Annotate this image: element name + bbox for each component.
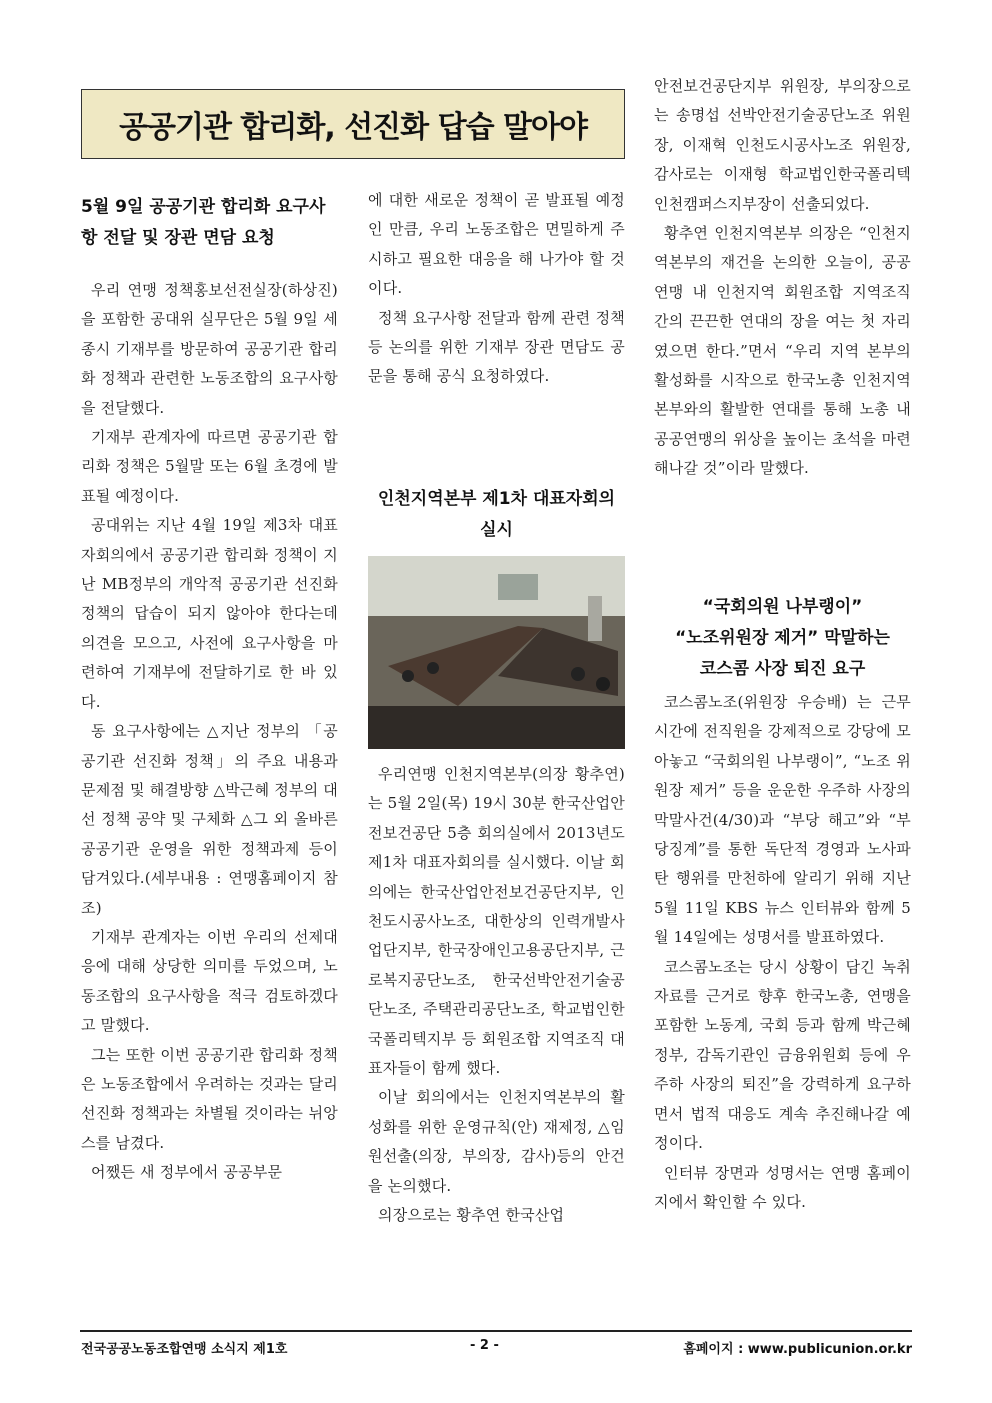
article3-paragraph: 코스콤노조는 당시 상황이 담긴 녹취자료를 근거로 향후 한국노총, 연맹을 포함한 노동계, 국회 등과 함께 박근혜 정부, 감독기관인 금융위원회 등에 우주하 사장의 퇴진”을 강력하게 요구하면서 법적 대응도 계속 추진해나갈 예정이다. — [654, 957, 911, 1153]
article2-heading: 인천지역본부 제1차 대표자회의 실시 — [377, 489, 616, 540]
article1-paragraph: 동 요구사항에는 △지난 정부의 「공공기관 선진화 정책」의 주요 내용과 문제점 및 해결방향 △박근혜 정부의 대선 정책 공약 및 구체화 △그 외 올바른 공공기관 운영을 위한 정책과제 등이 담겨있다.(세부내용 : 연맹홈페이지 참조) — [81, 722, 338, 917]
meeting-photo — [368, 556, 625, 749]
article2-continued: 황추연 인천지역본부 의장은 “인천지역본부의 재건을 논의한 오늘이, 공공연맹 내 인천지역 회원조합 지역조직 간의 끈끈한 연대의 장을 여는 첫 자리였으면 한다.”면서 “우리 지역 본부의 활성화를 시작으로 한국노총 인천지역본부와의 활발한 연대를 통해 노총 내 공공연맹의 위상을 높이는 초석을 마련해나갈 것”이라 말했다. — [654, 224, 911, 478]
article1-paragraph: 기재부 관계자에 따르면 공공기관 합리화 정책은 5월말 또는 6월 초경에 발표될 예정이다. — [81, 428, 338, 505]
footer-divider — [80, 1330, 912, 1332]
article3-heading-line: “국회의원 나부랭이” — [702, 597, 863, 617]
column-3 — [654, 72, 911, 484]
footer-publication: 전국공공노동조합연맹 소식지 제1호 — [81, 1342, 288, 1357]
article2-paragraph: 우리연맹 인천지역본부(의장 황추연)는 5월 2일(목) 19시 30분 한국산업안전보건공단 5층 회의실에서 2013년도 제1차 대표자회의를 실시했다. 이날 회의에는 한국산업안전보건공단지부, 인천도시공사노조, 대한상의 인력개발사업단지부, 한국장애인고용공단지부, 근로복지공단노조, 한국선박안전기술공단노조, 주택관리공단노조, 학교법인한국폴리텍지부 등 회원조합 지역조직 대표자들이 함께 했다. — [368, 765, 625, 1078]
article3-paragraph: 코스콤노조(위원장 우승배) 는 근무시간에 전직원을 강제적으로 강당에 모아놓고 “국회의원 나부랭이”, “노조 위원장 제거” 등을 운운한 우주하 사장의 막말사건(4/30)과 “부당 해고”와 “부당징계”를 통한 독단적 경영과 노사파탄 행위를 만천하에 알리기 위해 지난 5월 11일 KBS 뉴스 인터뷰와 함께 5월 14일에는 성명서를 발표하였다. — [654, 693, 911, 947]
column-3-lower — [654, 688, 911, 1217]
article1-continued: 정책 요구사항 전달과 함께 관련 정책 등 논의를 위한 기재부 장관 면담도 공문을 통해 공식 요청하였다. — [368, 308, 625, 386]
page-title: 공공기관 합리화, 선진화 답습 말아야 — [81, 89, 625, 159]
article1-paragraph: 우리 연맹 정책홍보선전실장(하상진)을 포함한 공대위 실무단은 5월 9일 세종시 기재부를 방문하여 공공기관 합리화 정책과 관련한 노동조합의 요구사항을 전달했다. — [81, 281, 338, 417]
article1-paragraph: 그는 또한 이번 공공기관 합리화 정책은 노동조합에서 우려하는 것과는 달리 선진화 정책과는 차별될 것이라는 뉘앙스를 남겼다. — [81, 1045, 338, 1152]
article2-paragraph: 의장으로는 황추연 한국산업 — [378, 1206, 565, 1225]
article1-paragraph: 기재부 관계자는 이번 우리의 선제대응에 대해 상당한 의미를 두었으며, 노동조합의 요구사항을 적극 검토하겠다고 말했다. — [81, 927, 338, 1035]
article2-continued: 안전보건공단지부 위원장, 부의장으로는 송명섭 선박안전기술공단노조 위원장, 이재혁 인천도시공사노조 위원장, 감사로는 이재형 학교법인한국폴리텍 인천캠퍼스지부장이 선출되었다. — [654, 77, 911, 213]
article1-heading: 5월 9일 공공기관 합리화 요구사항 전달 및 장관 면담 요청 — [81, 197, 326, 248]
article3-heading-line: “노조위원장 제거” 막말하는 — [675, 628, 890, 648]
article1-continued: 에 대한 새로운 정책이 곧 발표될 예정인 만큼, 우리 노동조합은 면밀하게 주시하고 필요한 대응을 해 나가야 할 것이다. — [368, 191, 625, 298]
column-2-lower — [368, 760, 625, 1231]
footer-page-number: - 2 - — [470, 1338, 499, 1353]
column-1 — [81, 192, 338, 1188]
article1-paragraph: 공대위는 지난 4월 19일 제3차 대표자회의에서 공공기관 합리화 정책이 지난 MB정부의 개악적 공공기관 선진화 정책의 답습이 되지 않아야 한다는데 의견을 모으고, 사전에 요구사항을 마련하여 기재부에 전달하기로 한 바 있다. — [81, 516, 338, 711]
article3-paragraph: 인터뷰 장면과 성명서는 연맹 홈페이지에서 확인할 수 있다. — [654, 1163, 911, 1211]
column-2 — [368, 186, 625, 392]
article2-paragraph: 이날 회의에서는 인천지역본부의 활성화를 위한 운영규칙(안) 재제정, △임원선출(의장, 부의장, 감사)등의 안건을 논의했다. — [368, 1088, 625, 1195]
article3-heading-line: 코스콤 사장 퇴진 요구 — [699, 659, 866, 679]
article3-heading — [654, 592, 911, 685]
article1-paragraph: 어쨌든 새 정부에서 공공부문 — [91, 1163, 283, 1182]
footer-homepage: 홈페이지 : www.publicunion.or.kr — [683, 1342, 912, 1357]
